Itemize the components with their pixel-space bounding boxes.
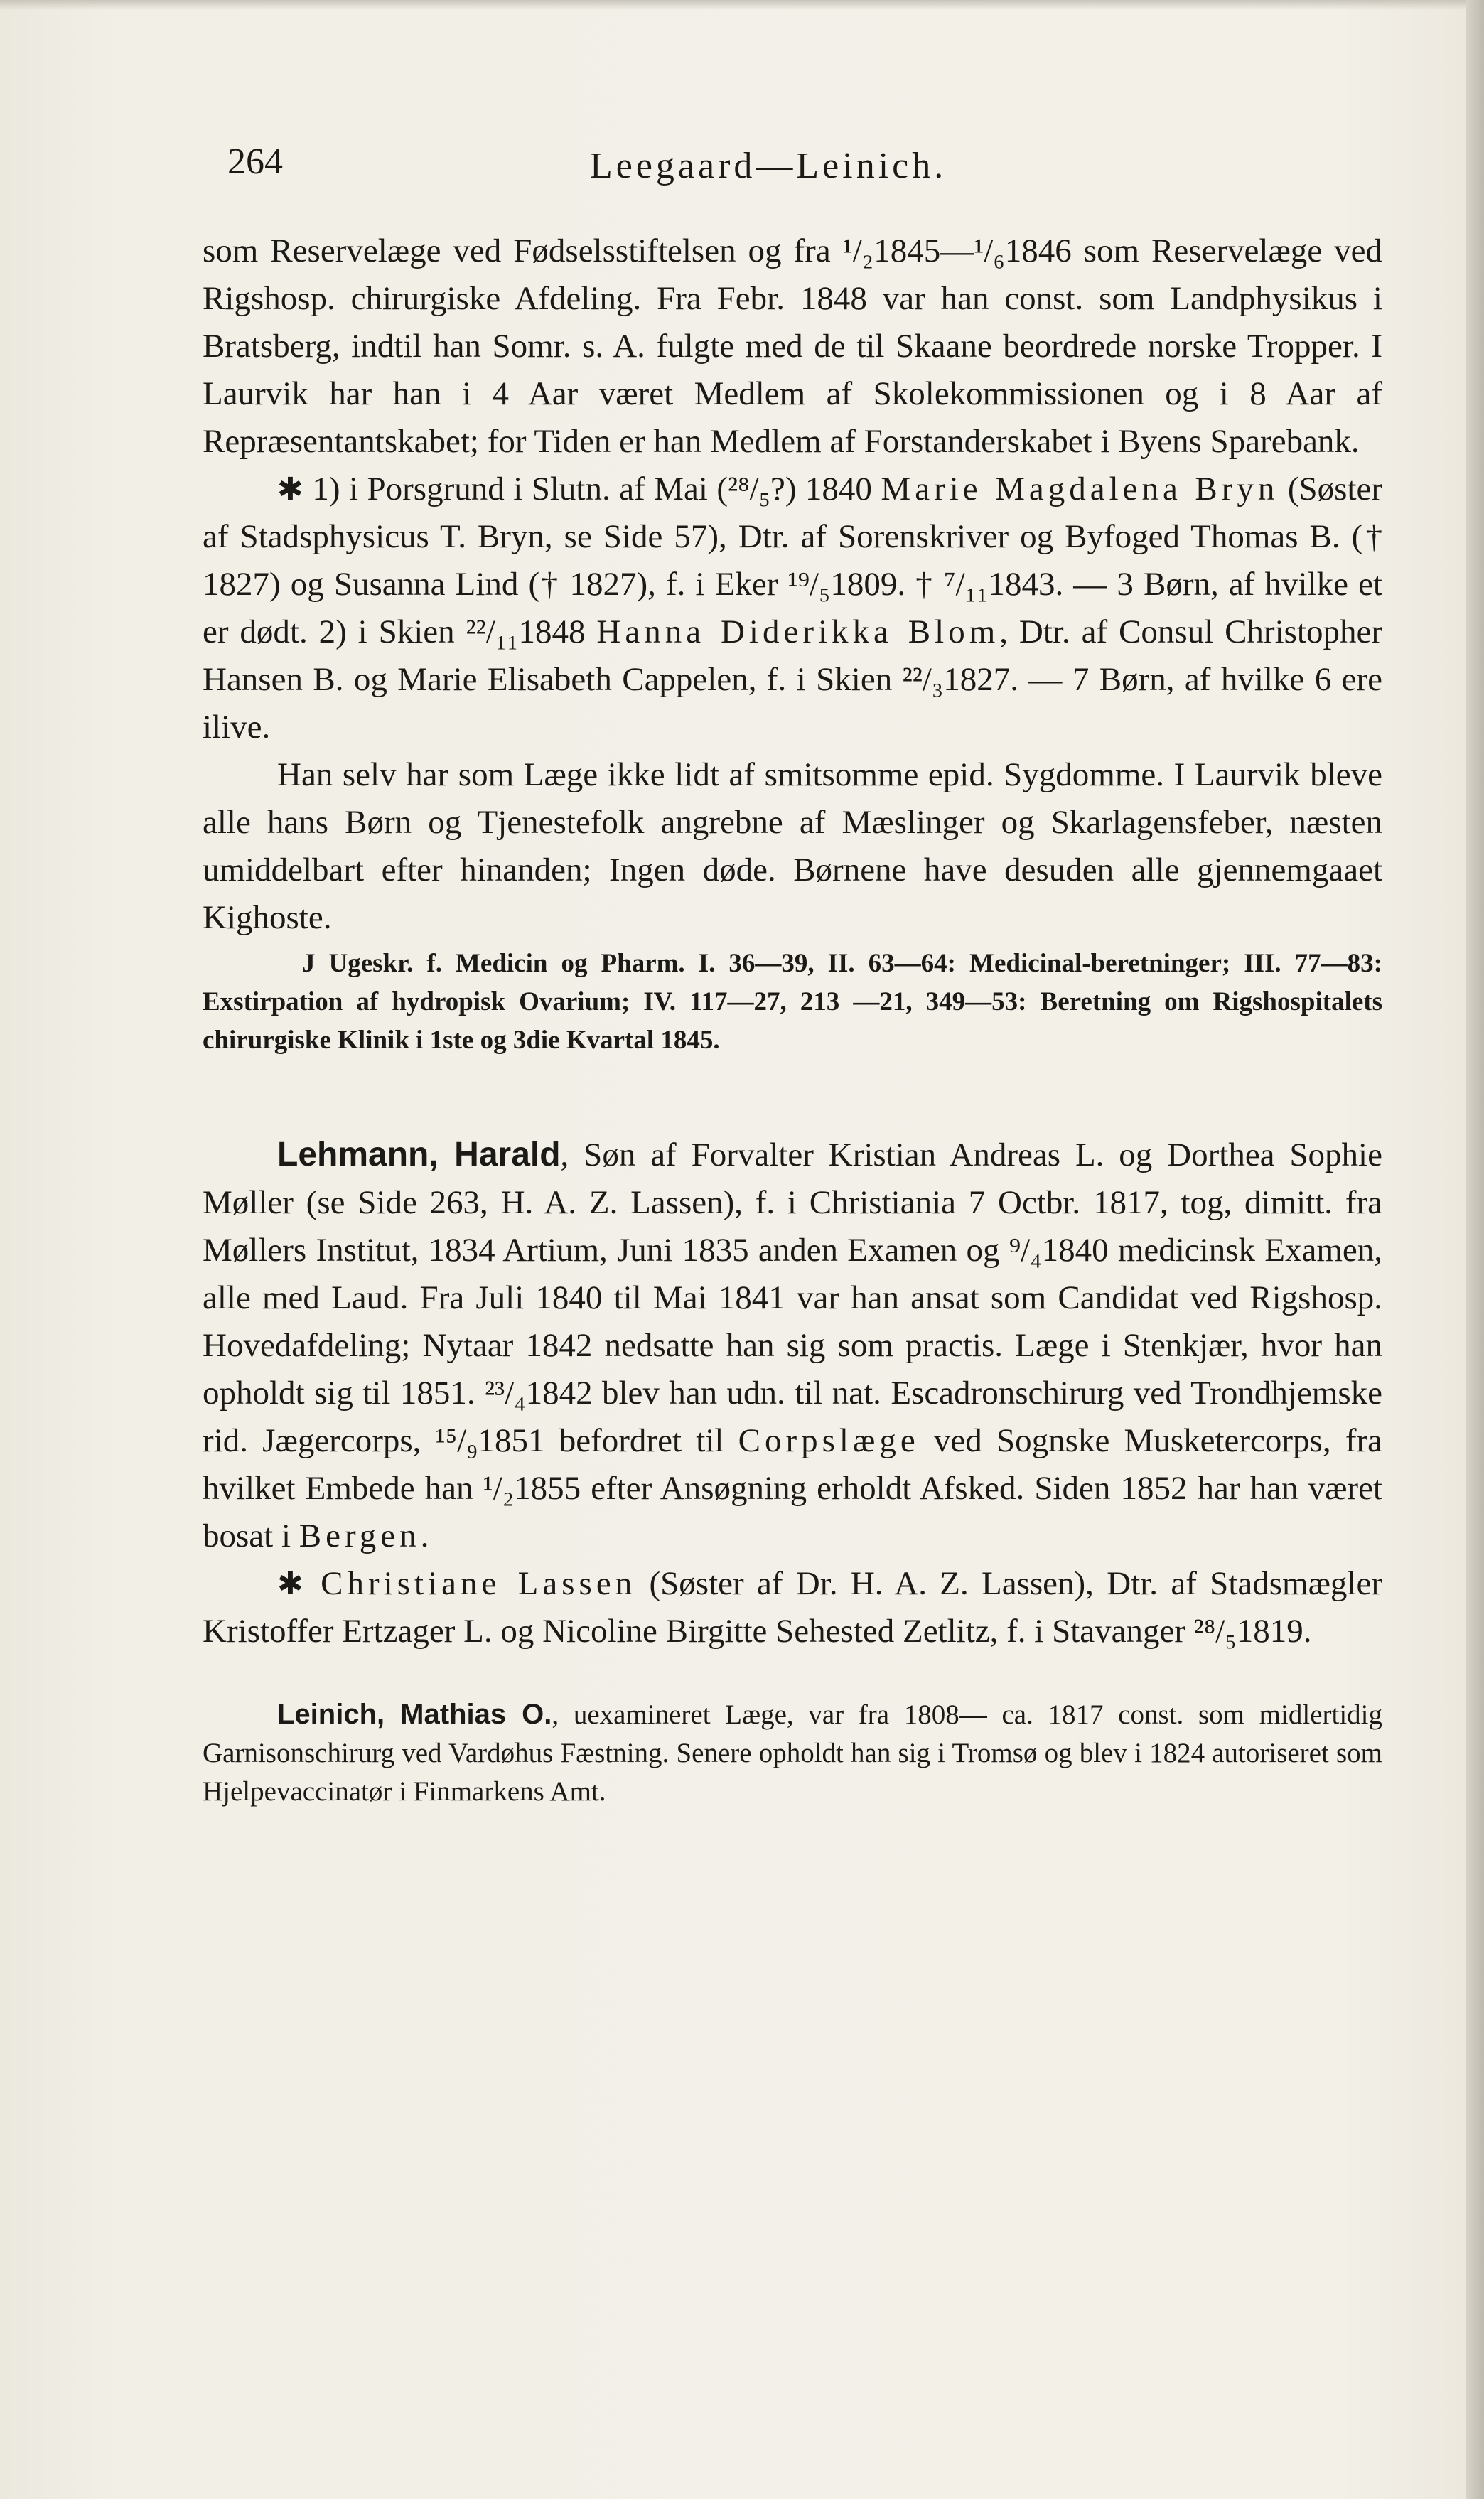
- lehmann-spouse: [203, 1560, 1382, 1655]
- asterisk-marriage-icon: ✱: [277, 471, 303, 507]
- running-title: Leegaard—Leinich.: [590, 146, 947, 186]
- entry-lehmann: [203, 1131, 1382, 1560]
- spouse-name-lassen: Christiane Lassen: [303, 1565, 637, 1602]
- entry-spacer-2: [203, 1655, 1382, 1695]
- entry-name-lehmann: Lehmann, Harald: [277, 1136, 561, 1173]
- lehmann-text: , Søn af Forvalter Kristian Andreas L. og Dorthea Sophie Møller (se Side 263, H. A. Z. Lassen), f. i Christiania 7 Octbr. 1817, tog, dimitt. fra Møllers Institut, 1834 Artium, Juni 1835 anden Examen og ⁹/₄1840 medicinsk Examen, alle med Laud. Fra Juli 1840 til Mai 1841 var han ansat som Candidat ved Rigshosp. Hovedafdeling; Nytaar 1842 nedsatte han sig som practis. Læge i Stenkjær, hvor han opholdt sig til 1851. ²³/₄1842 blev han udn. til nat. Escadronschirurg ved Trondhjemske rid. Jægercorps, ¹⁵/₉1851 befordret til: [203, 1136, 1382, 1459]
- page-body: [203, 227, 1382, 1811]
- lehmann-text-2: ved Sognske Musketercorps, fra hvilket Embede han ¹/₂1855 efter Ansøgning erholdt Afsked. Siden 1852 har han været bosat i: [203, 1422, 1382, 1554]
- page-top-shadow: [0, 0, 1484, 10]
- page-right-edge: [1466, 0, 1484, 2499]
- entry-name-leinich: Leinich, Mathias O.: [277, 1699, 552, 1730]
- spouse-name-1: Marie Magdalena Bryn: [881, 471, 1279, 507]
- references: J Ugeskr. f. Medicin og Pharm. I. 36—39, II. 63—64: Medicinal-beretninger; III. 77—83: Exstirpation af hydropisk Ovarium; IV. 117—27, 213 —21, 349—53: Beretning om Rigshospitalets chirurgiske Klinik i 1ste og 3die Kvartal 1845.: [203, 949, 1382, 1055]
- lehmann-bergen: Bergen: [299, 1517, 421, 1554]
- leinich-text: , uexamineret Læge, var fra 1808— ca. 1817 const. som midlertidig Garnisonschirurg ved Vardøhus Fæstning. Senere opholdt han sig i Tromsø og blev i 1824 autoriseret som Hjelpevaccinatør i Finmarkens Amt.: [203, 1699, 1382, 1807]
- entry-spacer: [203, 1060, 1382, 1131]
- intro-paragraph: som Reservelæge ved Fødselsstiftelsen og fra ¹/₂1845—¹/₆1846 som Reservelæge ved Rigshosp. chirurgiske Afdeling. Fra Febr. 1848 var han const. som Landphysikus i Bratsberg, indtil han Somr. s. A. fulgte med de til Skaane beordrede norske Tropper. I Laurvik har han i 4 Aar været Medlem af Skolekommissionen og i 8 Aar af Repræsentantskabet; for Tiden er han Medlem af Forstanderskabet i Byens Sparebank.: [203, 232, 1382, 460]
- lehmann-spouse-text: (Søster af Dr. H. A. Z. Lassen), Dtr. af Stadsmægler Kristoffer Ertzager L. og Nicoline Birgitte Sehested Zetlitz, f. i Stavanger ²⁸/₅1819.: [203, 1565, 1382, 1650]
- health-paragraph: Han selv har som Læge ikke lidt af smitsomme epid. Sygdomme. I Laurvik bleve alle hans Børn og Tjenestefolk angrebne af Mæslinger og Skarlagensfeber, næsten umiddelbart efter hinanden; Ingen døde. Børnene have desuden alle gjennemgaaet Kighoste.: [203, 756, 1382, 936]
- marriage-text-c: , Dtr. af Consul Christopher Hansen B. og Marie Elisabeth Cappelen, f. i Skien ²²/₃1827. — 7 Børn, af hvilke 6 ere ilive.: [203, 613, 1382, 746]
- entry-leinich: [203, 1695, 1382, 1811]
- lehmann-text-3: .: [420, 1517, 429, 1554]
- marriage-text-a: 1) i Porsgrund i Slutn. af Mai (²⁸/₅?) 1840: [303, 471, 881, 507]
- spouse-name-2: Hanna Diderikka Blom: [596, 613, 1000, 650]
- page-number: 264: [227, 141, 283, 182]
- lehmann-corpslaege: Corpslæge: [738, 1422, 920, 1459]
- asterisk-spouse-icon: ✱: [277, 1566, 303, 1602]
- marriage-paragraph: [203, 466, 1382, 751]
- marriage-text-b: (Søster af Stadsphysicus T. Bryn, se Side 57), Dtr. af Sorenskriver og Byfoged Thomas B. († 1827) og Susanna Lind († 1827), f. i Eker ¹⁹/₅1809. † ⁷/₁₁1843. — 3 Børn, af hvilke et er dødt. 2) i Skien ²²/₁₁1848: [203, 471, 1383, 650]
- page-header: [227, 141, 1365, 198]
